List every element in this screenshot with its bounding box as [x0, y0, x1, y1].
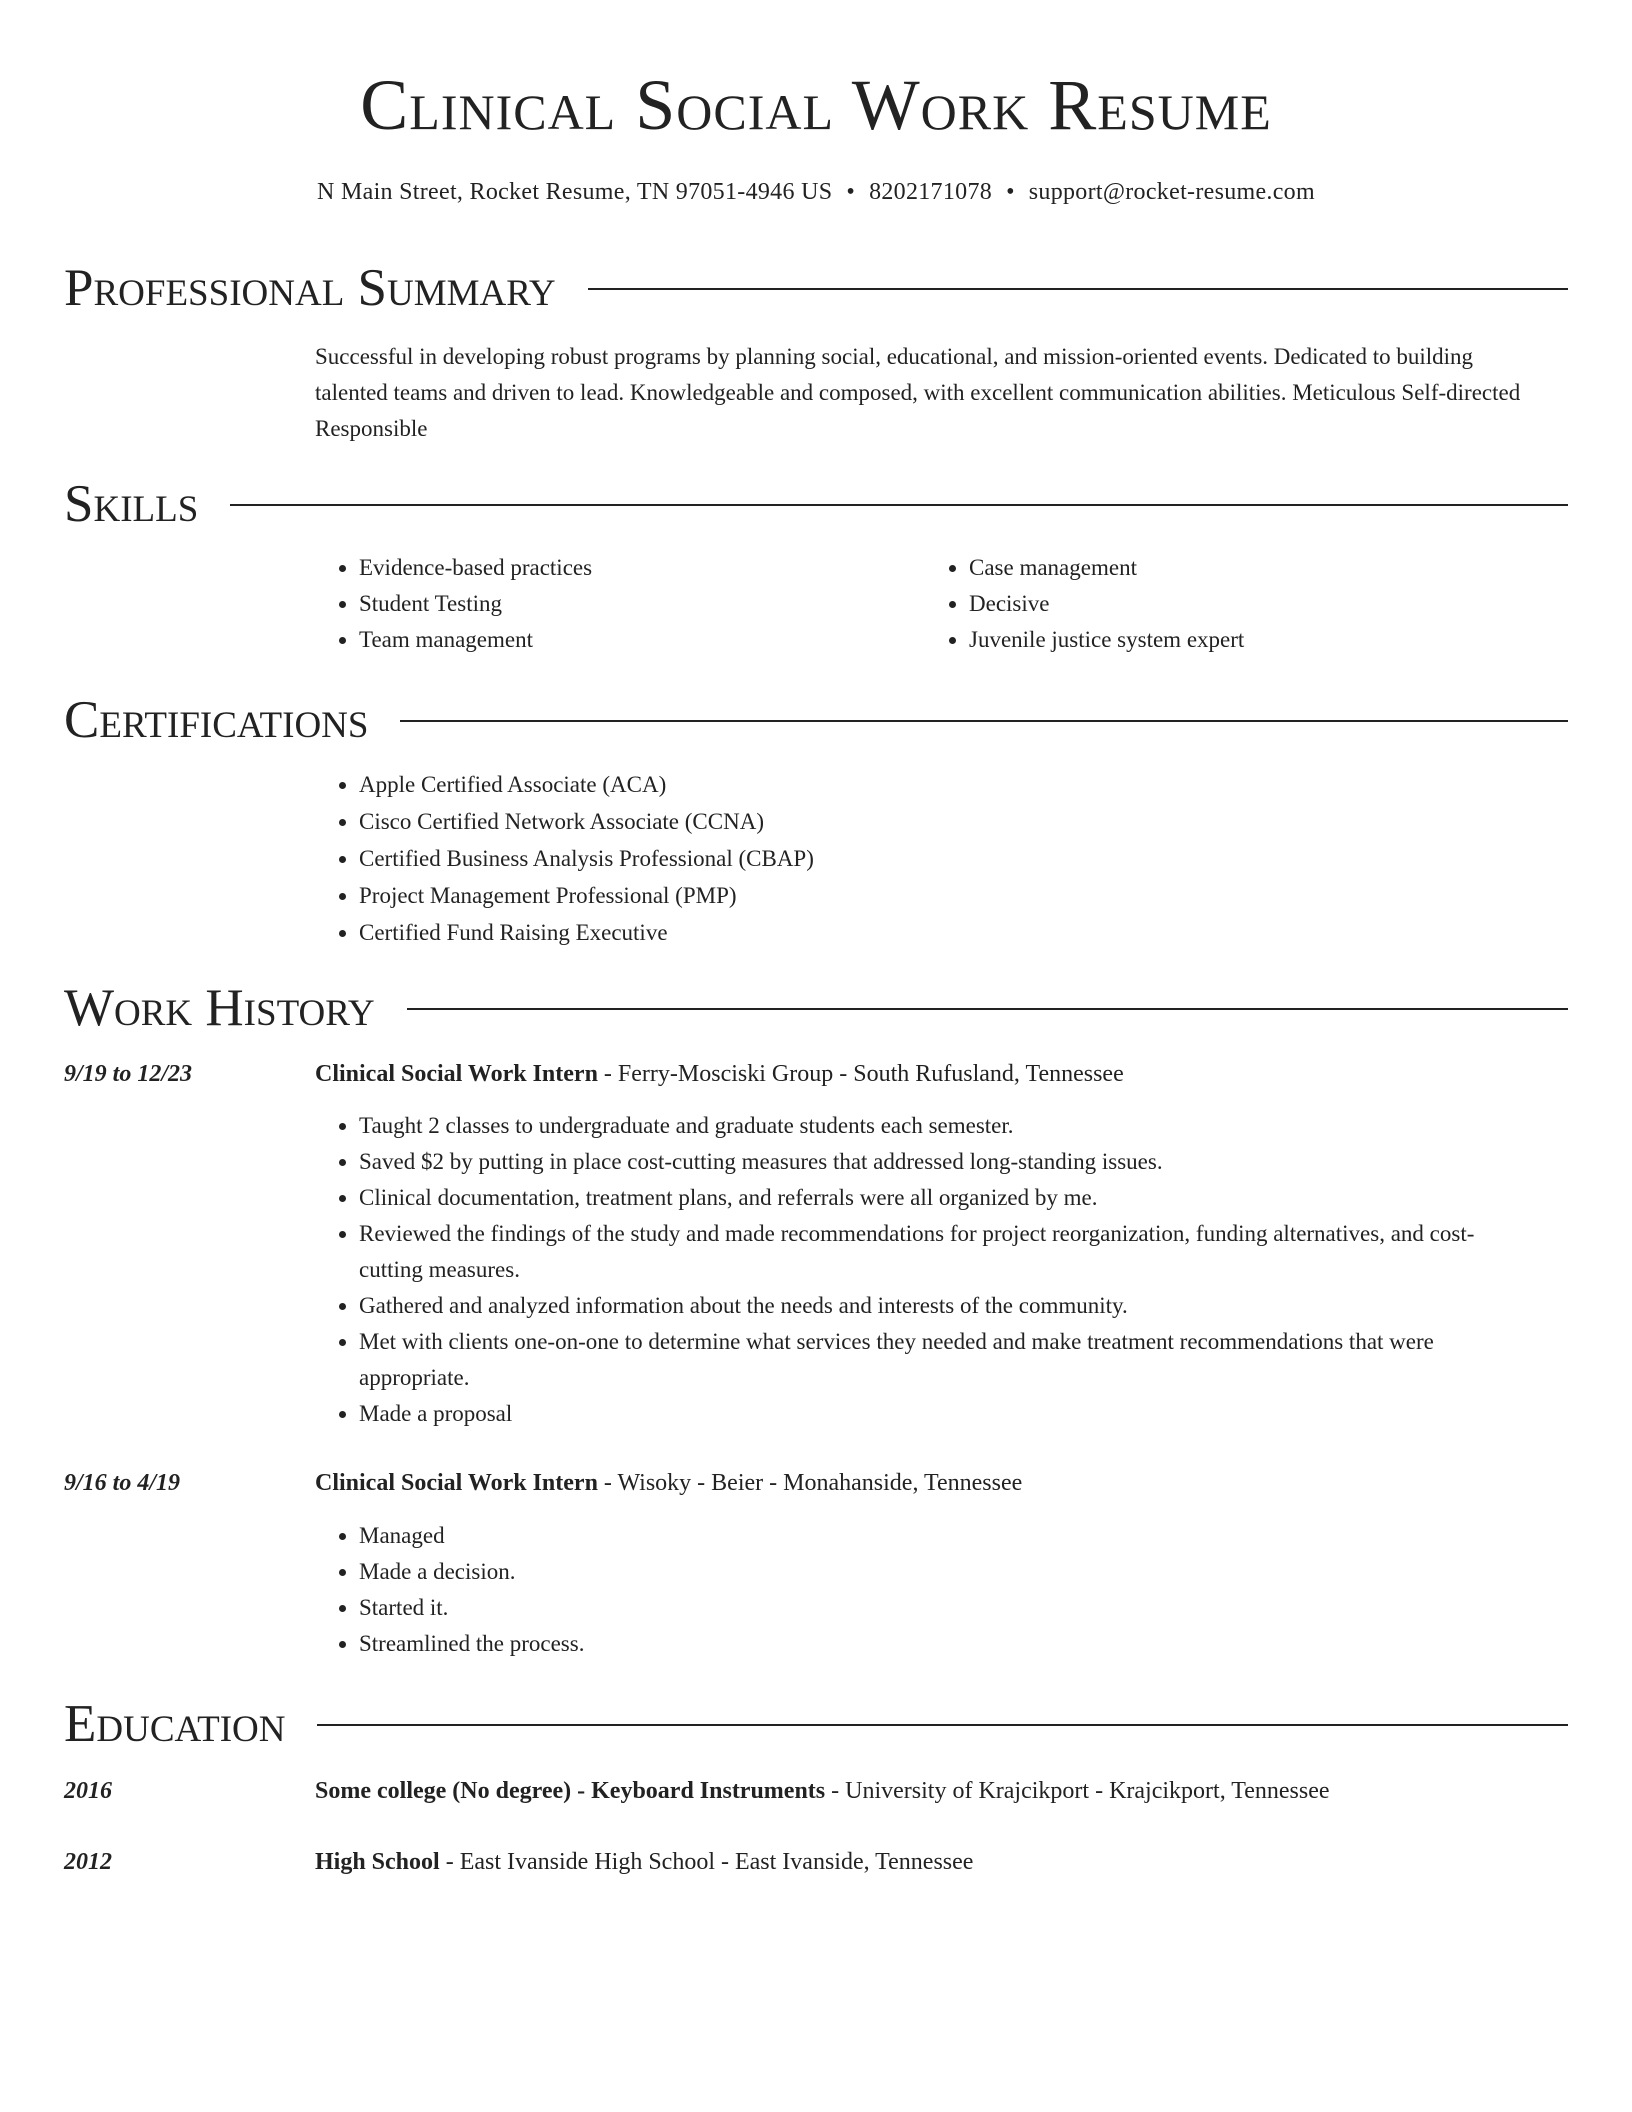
contact-separator: • [846, 179, 856, 205]
contact-email: support@rocket-resume.com [1028, 179, 1315, 205]
contact-separator: • [1006, 179, 1015, 205]
list-item: • Reviewed the findings of the study and made recommendations for project reorganization, funding alternatives, and cost-cutting measures. [359, 1216, 1521, 1288]
job-dates: 9/19 to 12/23 [64, 1061, 193, 1087]
skills-list-right [925, 550, 1569, 658]
contact-address: N Main Street, Rocket Resume, TN 97051-4946 US [317, 179, 833, 205]
job-title: Clinical Social Work Intern [315, 1470, 598, 1496]
list-item: • Taught 2 classes to undergraduate and graduate students each semester. [359, 1108, 1521, 1144]
section-title-education: Education [64, 1695, 286, 1753]
list-item: • Juvenile justice system expert [969, 622, 1569, 658]
education-year: 2016 [64, 1778, 112, 1804]
list-item: • Certified Business Analysis Professional (CBAP) [359, 840, 1459, 877]
education-entry [315, 1844, 973, 1880]
list-item: • Cisco Certified Network Associate (CCNA) [359, 803, 1459, 840]
job-header [315, 1465, 1022, 1501]
section-divider [407, 1008, 1568, 1010]
education-details: - East Ivanside High School - East Ivanside, Tennessee [439, 1849, 974, 1875]
resume-title: Clinical Social Work Resume [360, 65, 1272, 145]
list-item: • Team management [359, 622, 919, 658]
section-divider [317, 1724, 1568, 1726]
section-title-summary: Professional Summary [64, 259, 556, 317]
section-divider [588, 288, 1568, 290]
list-item: • Evidence-based practices [359, 550, 919, 586]
section-header-work-history [64, 978, 1568, 1038]
job-bullets [315, 1108, 1521, 1432]
list-item: • Case management [969, 550, 1569, 586]
summary-text: Successful in developing robust programs by planning social, educational, and mission-oriented events. Dedicated to building talented teams and driven to lead. Knowledgeable and composed, with excellent communication abilities. Meticulous Self-directed Responsible [315, 344, 1521, 441]
section-header-education [64, 1694, 1568, 1754]
job-dates: 9/16 to 4/19 [64, 1470, 181, 1496]
contact-phone: 8202171078 [869, 179, 993, 205]
section-title-skills: Skills [64, 475, 199, 533]
list-item: • Streamlined the process. [359, 1626, 1521, 1662]
list-item: • Clinical documentation, treatment plans, and referrals were all organized by me. [359, 1180, 1521, 1216]
job-bullets [315, 1518, 1521, 1662]
contact-line [0, 176, 1632, 208]
list-item: • Made a decision. [359, 1554, 1521, 1590]
job-details: - Ferry-Mosciski Group - South Rufusland, Tennessee [597, 1061, 1124, 1087]
list-item: • Student Testing [359, 586, 919, 622]
section-divider [400, 720, 1568, 722]
section-header-certifications [64, 690, 1568, 750]
skills-list-left [315, 550, 919, 658]
section-title-certifications: Certifications [64, 691, 369, 749]
certifications-list [315, 766, 1459, 951]
list-item: • Gathered and analyzed information about the needs and interests of the community. [359, 1288, 1521, 1324]
list-item: • Met with clients one-on-one to determine what services they needed and make treatment recommendations that were appropriate. [359, 1324, 1521, 1396]
education-degree: High School [315, 1849, 440, 1875]
list-item: • Decisive [969, 586, 1569, 622]
section-header-skills [64, 474, 1568, 534]
job-details: - Wisoky - Beier - Monahanside, Tennessee [597, 1470, 1023, 1496]
list-item: • Managed [359, 1518, 1521, 1554]
list-item: • Apple Certified Associate (ACA) [359, 766, 1459, 803]
section-header-summary [64, 258, 1568, 318]
list-item: • Made a proposal [359, 1396, 1521, 1432]
job-title: Clinical Social Work Intern [315, 1061, 598, 1087]
list-item: • Certified Fund Raising Executive [359, 914, 1459, 951]
list-item: • Saved $2 by putting in place cost-cutting measures that addressed long-standing issues. [359, 1144, 1521, 1180]
education-details: - University of Krajcikport - Krajcikport, Tennessee [825, 1778, 1330, 1804]
education-degree: Some college (No degree) - Keyboard Instruments [315, 1778, 826, 1804]
list-item: • Started it. [359, 1590, 1521, 1626]
section-title-work-history: Work History [64, 979, 375, 1037]
job-header [315, 1056, 1124, 1092]
section-divider [230, 504, 1568, 506]
education-entry [315, 1773, 1330, 1809]
education-year: 2012 [64, 1849, 112, 1875]
list-item: • Project Management Professional (PMP) [359, 877, 1459, 914]
